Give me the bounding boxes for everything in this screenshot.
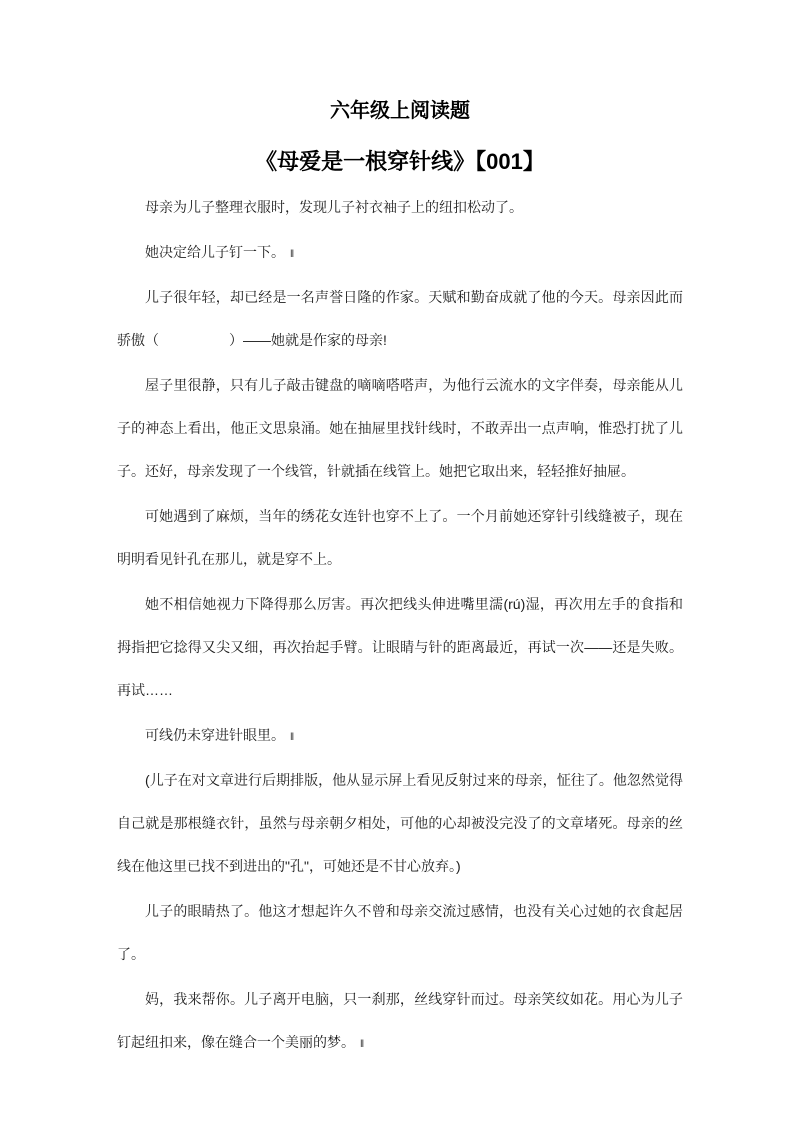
page-title: 六年级上阅读题 xyxy=(330,100,470,122)
paragraph xyxy=(117,890,683,978)
paragraph-text: (儿子在对文章进行后期排版，他从显示屏上看见反射过来的母亲，怔往了。他忽然觉得自己就是那根缝衣针，虽然与母亲朝夕相处，可他的心却被没完没了的文章堵死。母亲的丝线在他这里已找不到进出的"孔"，可她还是不甘心放弃。) xyxy=(117,772,683,874)
paragraph-text: 她不相信她视力下降得那么厉害。再次把线头伸进嘴里濡(rú)湿，再次用左手的食指和拇指把它捻得又尖又细，再次抬起手臂。让眼睛与针的距离最近，再试一次——还是失败。再试…… xyxy=(117,596,683,698)
paragraph-text: 可线仍未穿进针眼里。 xyxy=(145,727,285,743)
paragraph xyxy=(117,714,683,759)
paragraph-text: 屋子里很静，只有儿子敲击键盘的嘀嘀嗒嗒声，为他行云流水的文字伴奏，母亲能从儿子的神态上看出，他正文思泉涌。她在抽屉里找针线时，不敢弄出一点声响，惟恐打扰了儿子。还好，母亲发现了一个线管，针就插在线管上。她把它取出来，轻轻推好抽屉。 xyxy=(117,377,683,479)
paragraph-text: 儿子很年轻，却已经是一名声誉日隆的作家。天赋和勤奋成就了他的今天。母亲因此而骄傲（ ）——她就是作家的母亲! xyxy=(117,289,683,348)
paragraph-text: 她决定给儿子钉一下。 xyxy=(145,244,285,260)
paragraph xyxy=(117,495,683,583)
paragraph xyxy=(117,759,683,890)
paragraph-text: 母亲为儿子整理衣服时，发现儿子衬衣袖子上的纽扣松动了。 xyxy=(145,199,523,215)
article-body xyxy=(117,186,683,1066)
paragraph-text: 可她遇到了麻烦，当年的绣花女连针也穿不上了。一个月前她还穿针引线缝被子，现在明明看见针孔在那儿，就是穿不上。 xyxy=(117,508,683,567)
paragraph-text: 妈，我来帮你。儿子离开电脑，只一刹那，丝线穿针而过。母亲笑纹如花。用心为儿子钉起纽扣来，像在缝合一个美丽的梦。 xyxy=(117,991,683,1050)
paragraph-text: 儿子的眼睛热了。他这才想起许久不曾和母亲交流过感情，也没有关心过她的衣食起居了。 xyxy=(117,903,683,962)
paragraph xyxy=(117,231,683,276)
segment-divider-mark: ‖ xyxy=(360,1039,364,1050)
segment-divider-mark: ‖ xyxy=(290,732,294,743)
segment-divider-mark: ‖ xyxy=(290,249,294,260)
article-title: 《母爱是一根穿针线》【001】 xyxy=(255,149,545,174)
paragraph xyxy=(117,364,683,495)
paragraph xyxy=(117,276,683,364)
paragraph xyxy=(117,583,683,714)
paragraph xyxy=(117,186,683,231)
paragraph xyxy=(117,978,683,1066)
